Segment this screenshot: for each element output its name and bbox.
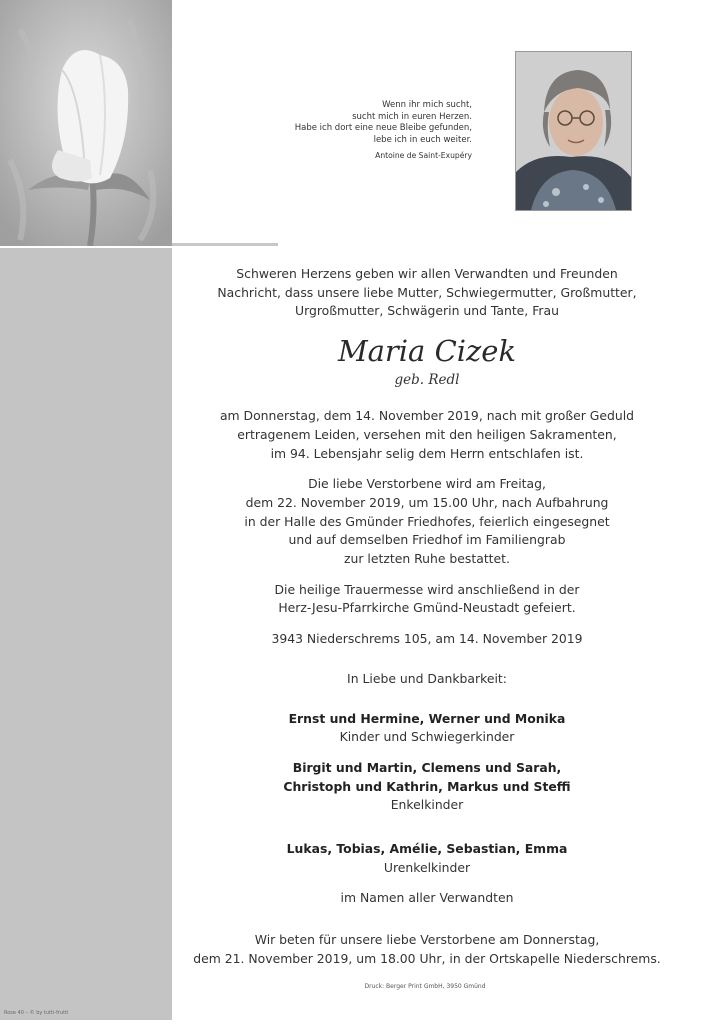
printer-imprint: Druck: Berger Print GmbH, 3950 Gmünd [364, 983, 486, 990]
rose-illustration [0, 0, 172, 246]
rose-photo [0, 0, 172, 246]
quote-author: Antoine de Saint-Exupéry [375, 151, 472, 161]
grandchildren-label: Enkelkinder [390, 797, 464, 813]
children-names: Ernst und Hermine, Werner und Monika [288, 710, 566, 726]
portrait-photo [515, 51, 632, 211]
intro-line: Urgroßmutter, Schwägerin und Tante, Frau [295, 303, 559, 319]
mass-line: Die heilige Trauermesse wird anschließend in der [274, 581, 580, 597]
place-date: 3943 Niederschrems 105, am 14. November 2019 [271, 631, 583, 647]
announcement-body [190, 265, 664, 969]
gray-side-strip [0, 248, 172, 1020]
grandchildren-names: Birgit und Martin, Clemens und Sarah, [292, 759, 562, 775]
quote-line: Wenn ihr mich sucht, [382, 100, 472, 110]
gratitude-line: In Liebe und Dankbarkeit: [347, 670, 507, 686]
deceased-name: Maria Cizek [337, 334, 517, 369]
relatives-line: im Namen aller Verwandten [340, 890, 514, 906]
great-grandchildren-label: Urenkelkinder [383, 859, 471, 875]
death-line: ertragenem Leiden, versehen mit den heiligen Sakramenten, [237, 426, 617, 442]
quote-line: Habe ich dort eine neue Bleibe gefunden, [294, 123, 472, 134]
funeral-line: Die liebe Verstorbene wird am Freitag, [308, 476, 546, 492]
funeral-line: in der Halle des Gmünder Friedhofes, feierlich eingesegnet [244, 513, 610, 529]
intro-line: Nachricht, dass unsere liebe Mutter, Schwiegermutter, Großmutter, [217, 284, 637, 300]
prayer-line: Wir beten für unsere liebe Verstorbene am Donnerstag, [254, 932, 600, 948]
prayer-line: dem 21. November 2019, um 18.00 Uhr, in der Ortskapelle Niederschrems. [193, 950, 661, 966]
memorial-quote [250, 100, 472, 162]
divider-rule [172, 243, 278, 246]
mass-line: Herz-Jesu-Pfarrkirche Gmünd-Neustadt gefeiert. [278, 600, 576, 616]
quote-line: lebe ich in euch weiter. [373, 134, 472, 145]
children-label: Kinder und Schwiegerkinder [339, 729, 515, 745]
funeral-line: und auf demselben Friedhof im Familiengrab [288, 532, 566, 548]
quote-line: sucht mich in euren Herzen. [352, 111, 472, 122]
grandchildren-names: Christoph und Kathrin, Markus und Steffi [283, 778, 571, 794]
funeral-line: dem 22. November 2019, um 15.00 Uhr, nach Aufbahrung [245, 494, 609, 510]
portrait-image [516, 52, 631, 210]
death-line: im 94. Lebensjahr selig dem Herrn entschlafen ist. [270, 445, 584, 461]
maiden-name: geb. Redl [394, 372, 460, 389]
death-line: am Donnerstag, dem 14. November 2019, nach mit großer Geduld [219, 408, 635, 424]
funeral-line: zur letzten Ruhe bestattet. [344, 551, 510, 567]
intro-line: Schweren Herzens geben wir allen Verwandten und Freunden [236, 266, 618, 281]
image-credit: Rose 40 – © by tutti-frutti [4, 1010, 69, 1016]
great-grandchildren-names: Lukas, Tobias, Amélie, Sebastian, Emma [286, 841, 568, 857]
